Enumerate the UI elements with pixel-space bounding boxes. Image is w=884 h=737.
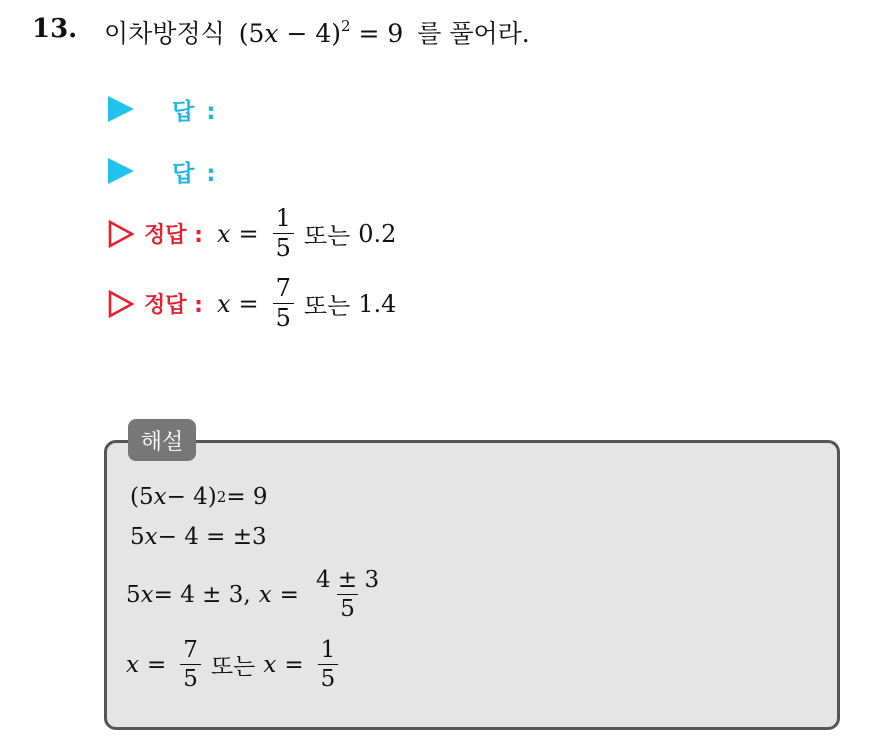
correct-label: 정답 : [144, 293, 203, 319]
play-arrow-icon [108, 96, 134, 122]
correct-label: 정답 : [144, 223, 203, 249]
play-arrow-icon [108, 158, 134, 184]
explanation-line-1: (5 x − 4) 2 = 9 [130, 484, 268, 510]
answer-blank-1[interactable] [108, 92, 217, 126]
question-number: 13. [32, 14, 78, 44]
question-text: 이차방정식 $(5x - 4)^2 = 9$ 를 풀어라. [104, 17, 530, 48]
answer-blank-2[interactable] [108, 154, 217, 188]
fraction: $\frac{1}{5}$ [273, 206, 294, 261]
explanation-badge: 해설 [128, 419, 196, 461]
explanation-line-4: x = $\frac{7}{5}$ 또는 x = $\frac{1}{5}$ [126, 638, 344, 691]
outline-arrow-icon [108, 290, 134, 318]
correct-answer-1: 정답 : x = $\frac{1}{5}$ 또는 0.2 [108, 206, 396, 261]
answer-label: 답 : [172, 98, 218, 125]
fraction: $\frac{4 \pm 3}{5}$ [315, 567, 380, 623]
correct-answer-2: 정답 : x = $\frac{7}{5}$ 또는 1.4 [108, 276, 396, 331]
fraction: $\frac{7}{5}$ [180, 638, 201, 691]
explanation-line-2: 5 x − 4 = ±3 [130, 524, 267, 550]
answer-label: 답 : [172, 160, 218, 187]
equation: $(5x - 4)^2 = 9$ [238, 17, 404, 48]
outline-arrow-icon [108, 220, 134, 248]
fraction: $\frac{7}{5}$ [273, 276, 294, 331]
fraction: $\frac{1}{5}$ [318, 638, 339, 691]
explanation-line-3: 5 x = 4 ± 3, x = $\frac{4 \pm 3}{5}$ [126, 568, 388, 621]
